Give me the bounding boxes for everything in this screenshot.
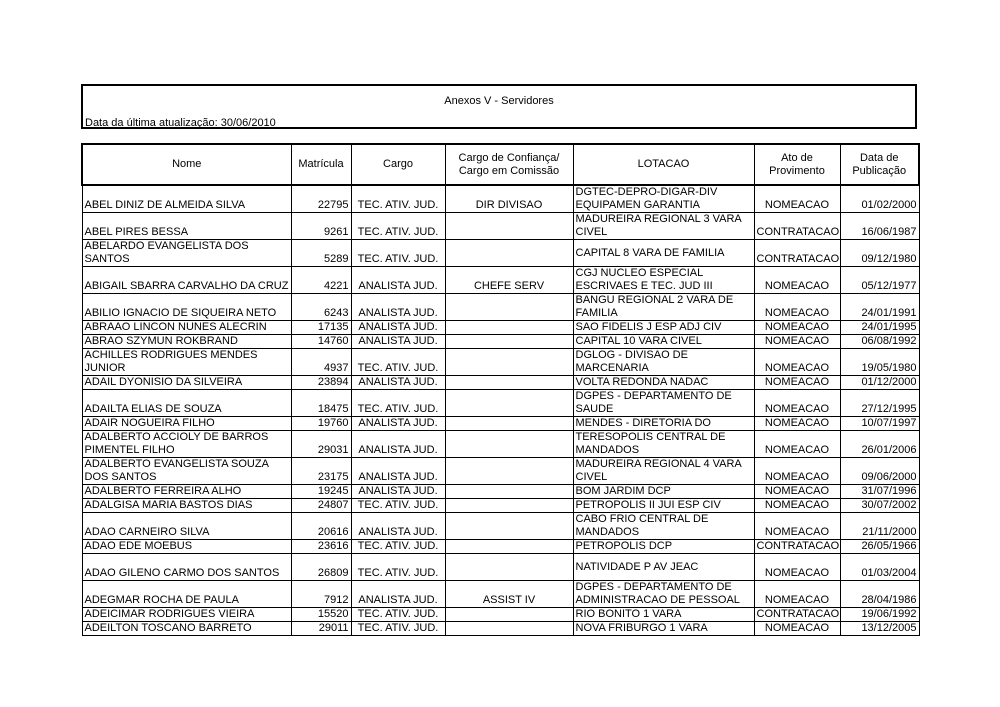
table-row	[82, 240, 919, 267]
cell-matricula: 9261	[291, 213, 351, 240]
cell-nome: ADAILTA ELIAS DE SOUZA	[82, 390, 291, 417]
cell-matricula: 19245	[291, 485, 351, 499]
cell-ato-provimento: NOMEACAO	[754, 513, 840, 540]
cell-ato-provimento: NOMEACAO	[754, 185, 840, 213]
cell-data-publicacao: 19/06/1992	[840, 608, 919, 622]
cell-ato-provimento: NOMEACAO	[754, 554, 840, 581]
cell-cargo: ANALISTA JUD.	[351, 335, 445, 349]
cell-matricula: 5289	[291, 240, 351, 267]
cell-cargo: TEC. ATIV. JUD.	[351, 622, 445, 636]
cell-ato-provimento: NOMEACAO	[754, 485, 840, 499]
cell-cargo-confianca	[445, 240, 573, 267]
cell-ato-provimento: NOMEACAO	[754, 376, 840, 390]
cell-cargo: ANALISTA JUD.	[351, 321, 445, 335]
table-row	[82, 622, 919, 636]
table-header-row	[82, 144, 919, 185]
cell-nome: ABELARDO EVANGELISTA DOS SANTOS	[82, 240, 291, 267]
cell-cargo-confianca	[445, 485, 573, 499]
cell-cargo: TEC. ATIV. JUD.	[351, 554, 445, 581]
table-row	[82, 349, 919, 376]
cell-lotacao: DGTEC-DEPRO-DIGAR-DIV EQUIPAMEN GARANTIA	[573, 185, 754, 213]
cell-cargo: TEC. ATIV. JUD.	[351, 240, 445, 267]
cell-nome: ADALBERTO FERREIRA ALHO	[82, 485, 291, 499]
table-row	[82, 581, 919, 608]
last-updated-date: Data da última atualização: 30/06/2010	[85, 117, 276, 129]
report-header	[81, 84, 917, 129]
cell-lotacao: RIO BONITO 1 VARA	[573, 608, 754, 622]
table-row	[82, 540, 919, 554]
cell-ato-provimento: CONTRATACAO	[754, 540, 840, 554]
cell-matricula: 24807	[291, 499, 351, 513]
cell-nome: ADAO EDE MOEBUS	[82, 540, 291, 554]
cell-lotacao: DGLOG - DIVISAO DE MARCENARIA	[573, 349, 754, 376]
cell-cargo-confianca	[445, 540, 573, 554]
cell-matricula: 22795	[291, 185, 351, 213]
col-header-cargo-confianca: Cargo de Confiança/ Cargo em Comissão	[445, 144, 573, 185]
cell-cargo: ANALISTA JUD.	[351, 294, 445, 321]
cell-lotacao: SAO FIDELIS J ESP ADJ CIV	[573, 321, 754, 335]
cell-nome: ADEGMAR ROCHA DE PAULA	[82, 581, 291, 608]
cell-cargo-confianca	[445, 376, 573, 390]
cell-data-publicacao: 05/12/1977	[840, 267, 919, 294]
cell-matricula: 26809	[291, 554, 351, 581]
col-header-nome: Nome	[82, 144, 291, 185]
cell-lotacao: PETROPOLIS DCP	[573, 540, 754, 554]
cell-cargo: ANALISTA JUD.	[351, 376, 445, 390]
cell-matricula: 29031	[291, 431, 351, 458]
cell-nome: ABILIO IGNACIO DE SIQUEIRA NETO	[82, 294, 291, 321]
cell-data-publicacao: 09/12/1980	[840, 240, 919, 267]
cell-data-publicacao: 01/03/2004	[840, 554, 919, 581]
cell-nome: ACHILLES RODRIGUES MENDES JUNIOR	[82, 349, 291, 376]
table-row	[82, 417, 919, 431]
table-row	[82, 513, 919, 540]
table-row	[82, 267, 919, 294]
cell-ato-provimento: NOMEACAO	[754, 499, 840, 513]
cell-data-publicacao: 01/02/2000	[840, 185, 919, 213]
cell-data-publicacao: 06/08/1992	[840, 335, 919, 349]
cell-nome: ABRAAO LINCON NUNES ALECRIN	[82, 321, 291, 335]
cell-cargo-confianca	[445, 349, 573, 376]
cell-lotacao: BANGU REGIONAL 2 VARA DE FAMILIA	[573, 294, 754, 321]
table-row	[82, 554, 919, 581]
cell-data-publicacao: 31/07/1996	[840, 485, 919, 499]
cell-matricula: 17135	[291, 321, 351, 335]
cell-cargo: TEC. ATIV. JUD.	[351, 608, 445, 622]
report-title: Anexos V - Servidores	[444, 95, 554, 107]
col-header-matricula: Matrícula	[291, 144, 351, 185]
cell-cargo: TEC. ATIV. JUD.	[351, 213, 445, 240]
cell-lotacao: NATIVIDADE P AV JEAC	[573, 554, 754, 581]
cell-cargo: ANALISTA JUD.	[351, 485, 445, 499]
cell-cargo-confianca	[445, 390, 573, 417]
cell-ato-provimento: CONTRATACAO	[754, 240, 840, 267]
cell-cargo-confianca	[445, 431, 573, 458]
cell-data-publicacao: 09/06/2000	[840, 458, 919, 485]
cell-ato-provimento: NOMEACAO	[754, 267, 840, 294]
cell-cargo-confianca	[445, 213, 573, 240]
cell-lotacao: PETROPOLIS II JUI ESP CIV	[573, 499, 754, 513]
cell-cargo-confianca	[445, 335, 573, 349]
cell-matricula: 29011	[291, 622, 351, 636]
cell-data-publicacao: 16/06/1987	[840, 213, 919, 240]
cell-cargo-confianca	[445, 513, 573, 540]
cell-cargo-confianca	[445, 608, 573, 622]
cell-lotacao: MADUREIRA REGIONAL 4 VARA CIVEL	[573, 458, 754, 485]
cell-ato-provimento: CONTRATACAO	[754, 213, 840, 240]
cell-nome: ADAIL DYONISIO DA SILVEIRA	[82, 376, 291, 390]
cell-nome: ADAO GILENO CARMO DOS SANTOS	[82, 554, 291, 581]
cell-cargo: TEC. ATIV. JUD.	[351, 540, 445, 554]
cell-cargo: TEC. ATIV. JUD.	[351, 185, 445, 213]
table-row	[82, 335, 919, 349]
cell-cargo-confianca	[445, 622, 573, 636]
cell-data-publicacao: 24/01/1995	[840, 321, 919, 335]
cell-data-publicacao: 30/07/2002	[840, 499, 919, 513]
table-row	[82, 213, 919, 240]
table-row	[82, 499, 919, 513]
cell-matricula: 6243	[291, 294, 351, 321]
cell-matricula: 14760	[291, 335, 351, 349]
cell-lotacao: VOLTA REDONDA NADAC	[573, 376, 754, 390]
cell-cargo: TEC. ATIV. JUD.	[351, 499, 445, 513]
cell-ato-provimento: NOMEACAO	[754, 581, 840, 608]
cell-cargo-confianca	[445, 321, 573, 335]
cell-nome: ADAO CARNEIRO SILVA	[82, 513, 291, 540]
cell-cargo-confianca	[445, 294, 573, 321]
cell-matricula: 4937	[291, 349, 351, 376]
cell-cargo: TEC. ATIV. JUD.	[351, 390, 445, 417]
cell-cargo: ANALISTA JUD.	[351, 417, 445, 431]
cell-ato-provimento: NOMEACAO	[754, 349, 840, 376]
cell-data-publicacao: 24/01/1991	[840, 294, 919, 321]
cell-lotacao: CGJ NUCLEO ESPECIAL ESCRIVAES E TEC. JUD III	[573, 267, 754, 294]
servidores-table	[81, 143, 920, 636]
cell-cargo-confianca	[445, 499, 573, 513]
cell-data-publicacao: 13/12/2005	[840, 622, 919, 636]
cell-nome: ABEL DINIZ DE ALMEIDA SILVA	[82, 185, 291, 213]
cell-data-publicacao: 19/05/1980	[840, 349, 919, 376]
cell-cargo: ANALISTA JUD.	[351, 513, 445, 540]
cell-nome: ADEICIMAR RODRIGUES VIEIRA	[82, 608, 291, 622]
col-header-ato-provimento: Ato de Provimento	[754, 144, 840, 185]
cell-cargo: ANALISTA JUD.	[351, 581, 445, 608]
table-row	[82, 458, 919, 485]
table-row	[82, 485, 919, 499]
cell-lotacao: DGPES - DEPARTAMENTO DE ADMINISTRACAO DE PESSOAL	[573, 581, 754, 608]
cell-lotacao: CABO FRIO CENTRAL DE MANDADOS	[573, 513, 754, 540]
cell-ato-provimento: NOMEACAO	[754, 458, 840, 485]
cell-data-publicacao: 26/05/1966	[840, 540, 919, 554]
cell-cargo-confianca	[445, 417, 573, 431]
cell-cargo-confianca: ASSIST IV	[445, 581, 573, 608]
cell-nome: ADEILTON TOSCANO BARRETO	[82, 622, 291, 636]
cell-cargo-confianca	[445, 458, 573, 485]
cell-nome: ADALBERTO ACCIOLY DE BARROS PIMENTEL FILHO	[82, 431, 291, 458]
cell-data-publicacao: 27/12/1995	[840, 390, 919, 417]
table-row	[82, 608, 919, 622]
cell-cargo: ANALISTA JUD.	[351, 458, 445, 485]
cell-matricula: 18475	[291, 390, 351, 417]
cell-cargo: TEC. ATIV. JUD.	[351, 349, 445, 376]
cell-matricula: 7912	[291, 581, 351, 608]
cell-matricula: 4221	[291, 267, 351, 294]
cell-lotacao: NOVA FRIBURGO 1 VARA	[573, 622, 754, 636]
cell-lotacao: DGPES - DEPARTAMENTO DE SAUDE	[573, 390, 754, 417]
cell-lotacao: MADUREIRA REGIONAL 3 VARA CIVEL	[573, 213, 754, 240]
cell-nome: ABEL PIRES BESSA	[82, 213, 291, 240]
cell-lotacao: CAPITAL 10 VARA CIVEL	[573, 335, 754, 349]
table-row	[82, 431, 919, 458]
cell-nome: ADAIR NOGUEIRA FILHO	[82, 417, 291, 431]
col-header-lotacao: LOTACAO	[573, 144, 754, 185]
cell-cargo: ANALISTA JUD.	[351, 267, 445, 294]
cell-matricula: 19760	[291, 417, 351, 431]
cell-data-publicacao: 10/07/1997	[840, 417, 919, 431]
cell-nome: ABRAO SZYMUN ROKBRAND	[82, 335, 291, 349]
cell-nome: ADALGISA MARIA BASTOS DIAS	[82, 499, 291, 513]
table-row	[82, 294, 919, 321]
cell-cargo-confianca: CHEFE SERV	[445, 267, 573, 294]
cell-matricula: 23175	[291, 458, 351, 485]
cell-matricula: 20616	[291, 513, 351, 540]
table-row	[82, 185, 919, 213]
cell-ato-provimento: NOMEACAO	[754, 622, 840, 636]
cell-ato-provimento: NOMEACAO	[754, 294, 840, 321]
col-header-data-publicacao: Data de Publicação	[840, 144, 919, 185]
cell-lotacao: TERESOPOLIS CENTRAL DE MANDADOS	[573, 431, 754, 458]
cell-ato-provimento: NOMEACAO	[754, 321, 840, 335]
cell-ato-provimento: CONTRATACAO	[754, 608, 840, 622]
cell-ato-provimento: NOMEACAO	[754, 431, 840, 458]
cell-matricula: 23894	[291, 376, 351, 390]
cell-data-publicacao: 21/11/2000	[840, 513, 919, 540]
cell-ato-provimento: NOMEACAO	[754, 417, 840, 431]
table-row	[82, 321, 919, 335]
cell-matricula: 15520	[291, 608, 351, 622]
cell-ato-provimento: NOMEACAO	[754, 335, 840, 349]
table-row	[82, 376, 919, 390]
cell-lotacao: CAPITAL 8 VARA DE FAMILIA	[573, 240, 754, 267]
cell-cargo-confianca: DIR DIVISAO	[445, 185, 573, 213]
table-row	[82, 390, 919, 417]
cell-data-publicacao: 01/12/2000	[840, 376, 919, 390]
cell-lotacao: BOM JARDIM DCP	[573, 485, 754, 499]
cell-data-publicacao: 28/04/1986	[840, 581, 919, 608]
cell-nome: ABIGAIL SBARRA CARVALHO DA CRUZ	[82, 267, 291, 294]
cell-ato-provimento: NOMEACAO	[754, 390, 840, 417]
cell-nome: ADALBERTO EVANGELISTA SOUZA DOS SANTOS	[82, 458, 291, 485]
cell-matricula: 23616	[291, 540, 351, 554]
cell-lotacao: MENDES - DIRETORIA DO	[573, 417, 754, 431]
col-header-cargo: Cargo	[351, 144, 445, 185]
cell-data-publicacao: 26/01/2006	[840, 431, 919, 458]
cell-cargo-confianca	[445, 554, 573, 581]
cell-cargo: ANALISTA JUD.	[351, 431, 445, 458]
